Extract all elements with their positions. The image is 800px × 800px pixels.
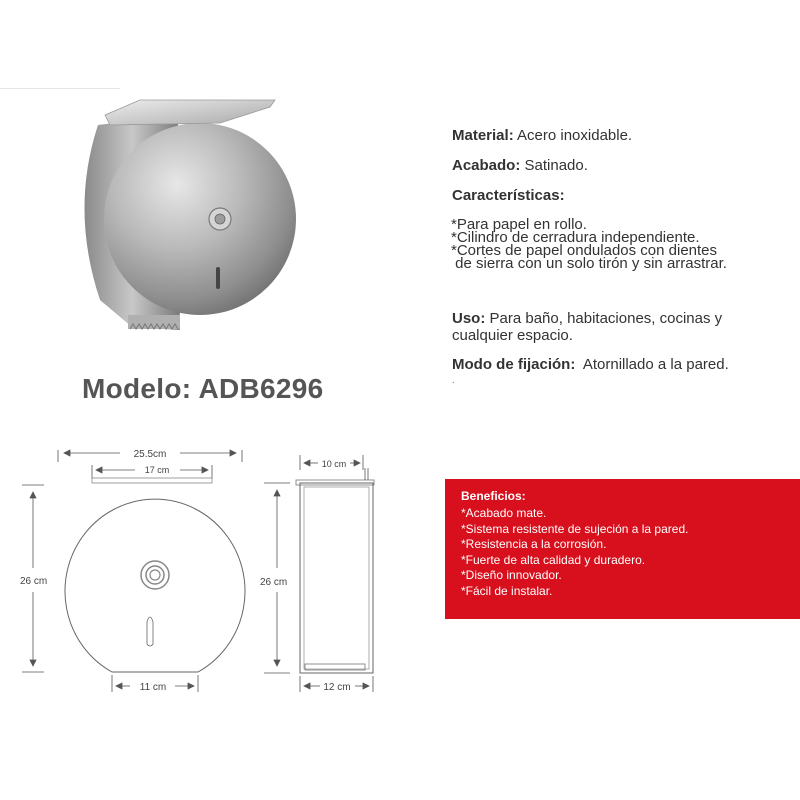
spec-finish [452, 157, 588, 175]
list-item: *Sistema resistente de sujeción a la pared. [461, 521, 689, 536]
spec-material [452, 127, 632, 145]
list-item: *Diseño innovador. [461, 568, 562, 582]
material-label: Material: [452, 127, 514, 144]
list-item: *Cilindro de cerradura independiente. [451, 229, 700, 246]
dispenser-front [104, 123, 296, 315]
features-list [451, 218, 727, 270]
spec-mounting [452, 356, 729, 374]
spec-use [452, 310, 722, 344]
side-depth-bottom-label: 12 cm [323, 682, 351, 693]
shelf-width-label: 17 cm [144, 465, 170, 475]
list-item: *Para papel en rollo. [451, 216, 587, 233]
front-drawing [20, 440, 260, 700]
front-width-label: 25.5cm [133, 449, 167, 460]
serrated-cutter [128, 315, 180, 329]
stray-dot: . [452, 375, 455, 386]
use-value: Para baño, habitaciones, cocinas y [485, 310, 723, 327]
bottom-opening-label: 11 cm [139, 682, 167, 693]
side-depth-top-label: 10 cm [321, 459, 347, 469]
mount-value: Atornillado a la pared. [575, 356, 729, 373]
product-photo [70, 95, 300, 340]
inspection-slot [216, 267, 220, 289]
top-shelf [105, 100, 275, 125]
benefits-list [461, 506, 688, 599]
use-label: Uso: [452, 310, 486, 327]
material-value: Acero inoxidable. [513, 127, 633, 144]
list-item: *Fácil de instalar. [461, 583, 553, 598]
finish-label: Acabado: [452, 157, 521, 174]
list-item: *Resistencia a la corrosión. [461, 537, 607, 551]
list-item: *Cortes de papel ondulados con dientes [451, 242, 718, 259]
use-value-cont: cualquier espacio. [452, 327, 573, 344]
benefits-title: Beneficios: [461, 489, 526, 503]
spec-features-heading: Características: [452, 187, 565, 204]
side-height-label: 26 cm [260, 577, 288, 588]
front-height-label: 26 cm [20, 576, 48, 587]
benefits-box [445, 479, 800, 619]
list-item: *Acabado mate. [461, 506, 547, 520]
side-drawing [260, 450, 385, 700]
finish-value: Satinado. [520, 157, 588, 174]
list-item: *Fuerte de alta calidad y duradero. [461, 552, 646, 567]
divider-line [0, 88, 120, 89]
model-title: Modelo: ADB6296 [82, 373, 324, 404]
mount-label: Modo de fijación: [452, 356, 576, 373]
list-item: de sierra con un solo tirón y sin arrastrar. [451, 255, 727, 272]
